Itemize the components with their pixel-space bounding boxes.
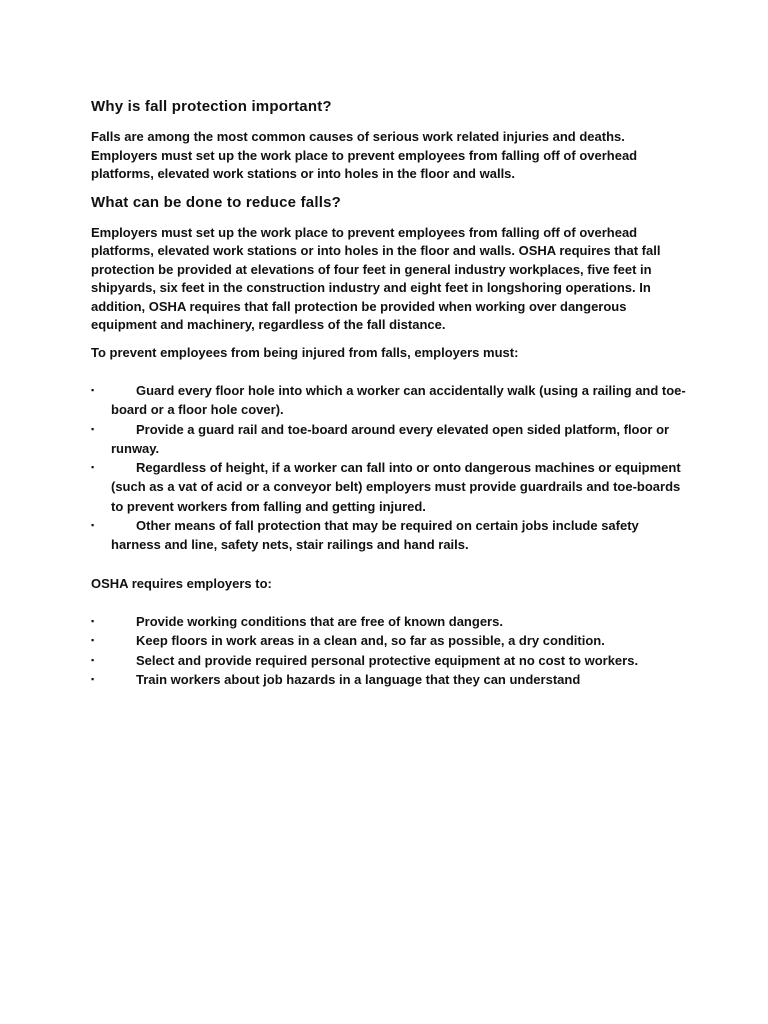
square-bullet-icon: ▪ bbox=[91, 385, 95, 395]
list-item: ▪ Train workers about job hazards in a language that they can understand bbox=[91, 670, 688, 689]
square-bullet-icon: ▪ bbox=[91, 520, 95, 531]
square-bullet-icon: ▪ bbox=[91, 462, 95, 473]
list-item: ▪ Regardless of height, if a worker can fall into or onto dangerous machines or equipment (such as a vat of acid or a conveyor belt) employers must provide guardrails and toe-boards to prevent workers from falling and getting injured. bbox=[91, 460, 681, 514]
heading-reduce-falls: What can be done to reduce falls? bbox=[91, 193, 341, 211]
employer-must-list bbox=[91, 381, 688, 555]
list-item: ▪ Select and provide required personal protective equipment at no cost to workers. bbox=[91, 651, 688, 670]
square-bullet-icon: ▪ bbox=[91, 654, 95, 665]
square-bullet-icon: ▪ bbox=[91, 423, 95, 434]
list-item: ▪ Keep floors in work areas in a clean and, so far as possible, a dry condition. bbox=[91, 631, 688, 650]
paragraph-why-fall-protection: Falls are among the most common causes of serious work related injuries and deaths. Employers must set up the work place to prevent employees from falling off of overhead platforms, elevated work stations or into holes in the floor and walls. bbox=[91, 129, 638, 181]
paragraph-reduce-falls: Employers must set up the work place to prevent employees from falling off of overhead platforms, elevated work stations or into holes in the floor and walls. OSHA requires that fall protection be provided at elevations of four feet in general industry workplaces, five feet in shipyards, six feet in the construction industry and eight feet in longshoring operations. In addition, OSHA requires that fall protection be provided when working over dangerous equipment and machinery, regardless of the fall distance. bbox=[91, 224, 661, 332]
heading-why-fall-protection: Why is fall protection important? bbox=[91, 98, 332, 115]
osha-requires-list bbox=[91, 612, 688, 689]
list-item: ▪ Guard every floor hole into which a worker can accidentally walk (using a railing and toe-board or a floor hole cover). bbox=[91, 383, 686, 418]
square-bullet-icon: ▪ bbox=[91, 635, 95, 646]
square-bullet-icon: ▪ bbox=[91, 616, 95, 627]
list-item: ▪ Other means of fall protection that may be required on certain jobs include safety harness and line, safety nets, stair railings and hand rails. bbox=[91, 518, 639, 553]
list-item: ▪ Provide working conditions that are free of known dangers. bbox=[91, 612, 688, 631]
paragraph-osha-requires-lead: OSHA requires employers to: bbox=[91, 575, 272, 591]
list-item: ▪ Provide a guard rail and toe-board around every elevated open sided platform, floor or runway. bbox=[91, 421, 670, 456]
paragraph-employers-must-lead: To prevent employees from being injured from falls, employers must: bbox=[91, 344, 519, 360]
square-bullet-icon: ▪ bbox=[91, 674, 95, 685]
